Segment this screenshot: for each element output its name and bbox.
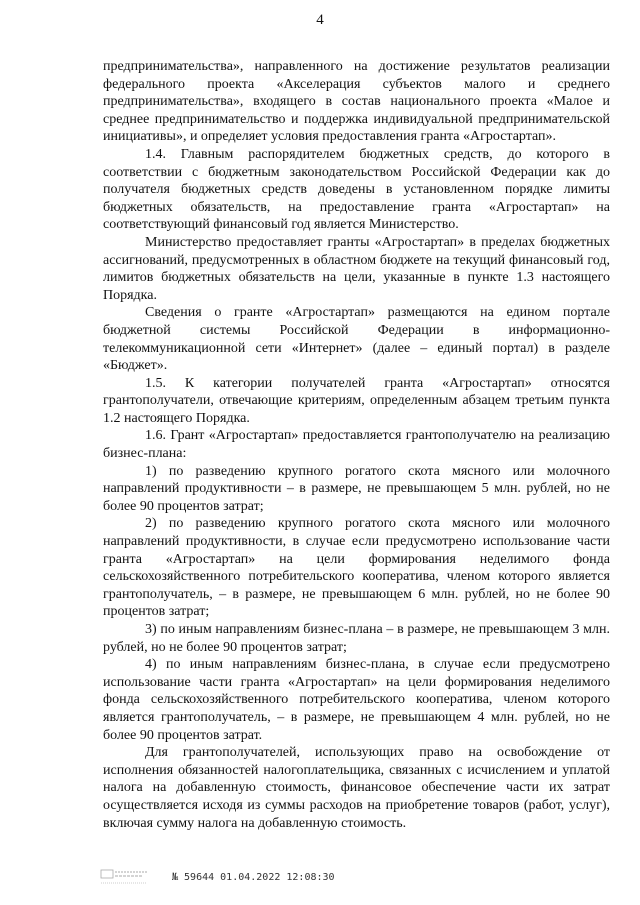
page-number: 4 [316, 12, 324, 28]
list-item-2: 2) по разведению крупного рогатого скота мясного или молочного направлений продуктивности, в случае если предусмотрено использование части гранта «Агростартап» на цели формирования неделимого фонда сельскохозяйственного потребительского кооператива, членом которого является грантополучатель, – в размере, не превышающем 6 млн. рублей, но не более 90 процентов затрат; [103, 516, 610, 620]
list-item-3: 3) по иным направлениям бизнес-плана – в размере, не превышающем 3 млн. рублей, но не более 90 процентов затрат; [103, 622, 610, 655]
paragraph-continuation: предпринимательства», направленного на достижение результатов реализации федерального проекта «Акселерация субъектов малого и среднего предпринимательства», входящего в состав национального проекта «Малое и среднее предпринимательство и поддержка индивидуальной предпринимательской инициативы», и определяет условия предоставления гранта «Агростартап». [103, 59, 610, 145]
paragraph-1-6: 1.6. Грант «Агростартап» предоставляется грантополучателю на реализацию бизнес-плана: [103, 428, 610, 462]
paragraph-vat: Для грантополучателей, использующих право на освобождение от исполнения обязанностей налогоплательщика, связанных с исчислением и уплатой налога на добавленную стоимость, финансовое обеспечение части их затрат осуществляется исходя из суммы расходов на приобретение товаров (работ, услуг), включая сумму налога на добавленную стоимость. [103, 745, 610, 831]
paragraph-ministry-grants: Министерство предоставляет гранты «Агростартап» в пределах бюджетных ассигнований, предусмотренных в областном бюджете на текущий финансовый год, лимитов бюджетных обязательств на цели, указанные в пункте 1.3 настоящего Порядка. [103, 234, 610, 303]
list-item-1: 1) по разведению крупного рогатого скота мясного или молочного направлений продуктивности – в размере, не превышающем 5 млн. рублей, но не более 90 процентов затрат; [103, 463, 610, 514]
list-item-4: 4) по иным направлениям бизнес-плана, в случае если предусмотрено использование части гранта «Агростартап» на цели формирования неделимого фонда сельскохозяйственного потребительского кооператива, членом которого является грантополучатель, – в размере, не превышающем 4 млн. рублей, но не более 90 процентов затрат. [103, 657, 610, 743]
registration-stamp-icon [100, 868, 152, 890]
document-body [103, 58, 610, 832]
document-footer [100, 868, 400, 892]
document-registration-code: № 59644 01.04.2022 12:08:30 [172, 872, 335, 883]
paragraph-portal-info: Сведения о гранте «Агростартап» размещаются на едином портале бюджетной системы Российской Федерации в информационно-телекоммуникационной сети «Интернет» (далее – единый портал) в разделе «Бюджет». [103, 305, 610, 374]
paragraph-1-4: 1.4. Главным распорядителем бюджетных средств, до которого в соответствии с бюджетным законодательством Российской Федерации как до получателя бюджетных средств доведены в установленном порядке лимиты бюджетных обязательств, на предоставление гранта «Агростартап» на соответствующий финансовый год является Министерство. [103, 146, 610, 233]
paragraph-1-5: 1.5. К категории получателей гранта «Агростартап» относятся грантополучатели, отвечающие критериям, определенным абзацем третьим пункта 1.2 настоящего Порядка. [103, 375, 610, 426]
